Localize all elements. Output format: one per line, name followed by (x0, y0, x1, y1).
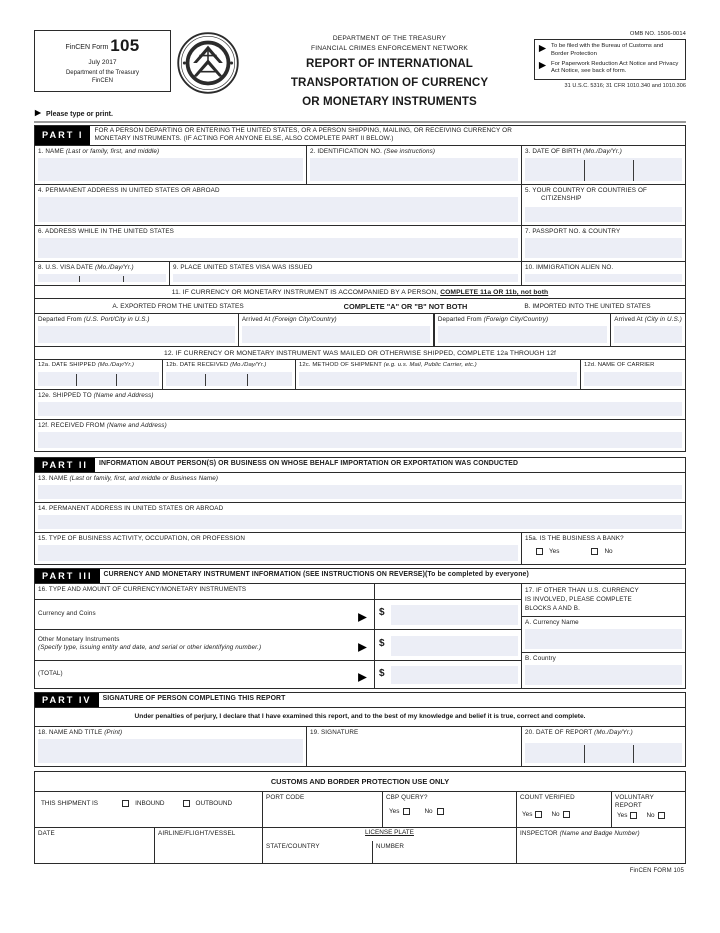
row-other-monetary-instruments[interactable] (35, 630, 375, 661)
field-5-label-line-1: 5. YOUR COUNTRY OR COUNTRIES OF (525, 186, 647, 194)
treasury-line-1: DEPARTMENT OF THE TREASURY (332, 35, 447, 42)
field-13-input[interactable] (38, 485, 682, 499)
field-8-visa-date[interactable] (35, 262, 170, 286)
field-8-date-dividers (35, 274, 169, 284)
field-12a-hint: (Mo./Day/Yr.) (97, 361, 135, 368)
row-total-amount[interactable] (375, 661, 522, 689)
field-20-label: 20. DATE OF REPORT (525, 728, 593, 736)
field-5-input[interactable] (525, 207, 682, 222)
field-18-name-and-title[interactable] (35, 727, 307, 767)
form-title-block (245, 30, 534, 110)
field-12b-hint: (Mo./Day/Yr.) (230, 361, 267, 368)
row-currency-and-coins[interactable] (35, 600, 375, 630)
cbp-inspector[interactable] (517, 828, 686, 864)
field-20-hint: (Mo./Day/Yr.) (594, 728, 633, 736)
part3-table (34, 583, 686, 689)
field-11b-departed-foreign[interactable] (435, 314, 611, 347)
field-12e-hint: (Name and Address) (93, 391, 154, 399)
field-13-label: 13. NAME (38, 474, 68, 482)
part3-header (34, 568, 686, 583)
field-7-input[interactable] (525, 238, 682, 258)
part1-table (34, 145, 686, 452)
field-14-permanent-address[interactable] (35, 503, 686, 533)
cbp-query[interactable] (383, 792, 517, 828)
cbp-query-yes-checkbox[interactable] (403, 808, 410, 815)
field-11-emphasis: COMPLETE 11a OR 11b, not both (440, 288, 549, 296)
field-12-text: 12. IF CURRENCY OR MONETARY INSTRUMENT WAS MAILED OR OTHERWISE SHIPPED, COMPLETE 12a THROUGH 12f (164, 349, 556, 357)
cbp-title: CUSTOMS AND BORDER PROTECTION USE ONLY (270, 776, 450, 786)
cbp-query-yes-label: Yes (389, 807, 400, 815)
form-date: July 2017 (88, 59, 117, 67)
field-17b-input[interactable] (525, 665, 682, 685)
dollar-sign-total: $ (379, 667, 385, 679)
part3-tag: PART III (35, 569, 100, 583)
title-line-3: OR MONETARY INSTRUMENTS (302, 95, 477, 109)
form-sheet (34, 30, 686, 900)
band-imported-label: B. IMPORTED INTO THE UNITED STATES (524, 302, 651, 310)
field-8-label: 8. U.S. VISA DATE (38, 263, 94, 271)
field-1-name[interactable] (35, 146, 307, 185)
field-1-input[interactable] (38, 158, 303, 181)
field-5-citizenship[interactable] (522, 185, 686, 226)
cbp-query-no-label: No (424, 807, 433, 815)
cbp-voluntary-yes-label: Yes (617, 812, 628, 819)
field-3-hint: (Mo./Day/Yr.) (583, 147, 622, 155)
field-14-label: 14. PERMANENT ADDRESS IN UNITED STATES OR ABROAD (38, 504, 224, 512)
field-2-identification-no[interactable] (307, 146, 522, 185)
field-19-input[interactable] (310, 739, 518, 763)
field-13-hint: (Last or family, first, and middle or Business Name) (69, 474, 219, 482)
field-15a-no-label: No (604, 547, 613, 555)
cbp-inbound-label: INBOUND (135, 799, 165, 807)
field-11a-departed-from-us[interactable] (35, 314, 239, 347)
field-11a-arrived-hint: (Foreign City/Country) (272, 315, 337, 323)
field-17b-label: B. Country (525, 654, 556, 662)
field-11b-arrived-label: Arrived At (614, 315, 643, 323)
field-12e-input[interactable] (38, 402, 682, 416)
cbp-shipment-label: THIS SHIPMENT IS (41, 799, 99, 807)
field-11a-arrived-foreign[interactable] (239, 314, 435, 347)
field-12c-input[interactable] (299, 372, 577, 386)
triangle-pointer-icon (357, 670, 368, 688)
field-12b-date-received[interactable] (163, 360, 296, 390)
cbp-number-label: NUMBER (376, 842, 405, 850)
type-or-print-label: Please type or print. (46, 110, 113, 118)
row-currency-amount[interactable] (375, 600, 522, 630)
field-11b-arrived-hint: (City in U.S.) (644, 315, 682, 323)
cbp-state-country[interactable] (263, 841, 373, 864)
field-9-visa-place[interactable] (170, 262, 522, 286)
cbp-outbound-label: OUTBOUND (195, 799, 233, 807)
cbp-port-code[interactable] (263, 792, 383, 828)
part2-table (34, 472, 686, 565)
field-14-input[interactable] (38, 515, 682, 529)
field-12f-received-from[interactable] (35, 420, 686, 452)
field-9-label: 9. PLACE UNITED STATES VISA WAS ISSUED (173, 263, 313, 271)
field-17-line-3: BLOCKS A AND B. (525, 604, 580, 612)
export-import-band (35, 299, 686, 314)
field-12c-method-of-shipment[interactable] (296, 360, 581, 390)
cbp-voluntary-line-2: REPORT (615, 801, 642, 809)
field-11a-departed-label: Departed From (38, 315, 82, 323)
cbp-airline-label: AIRLINE/FLIGHT/VESSEL (158, 829, 236, 837)
cbp-query-no-checkbox[interactable] (437, 808, 444, 815)
field-7-passport[interactable] (522, 226, 686, 262)
type-or-print-instruction (34, 109, 686, 119)
field-6-address-while-in-us[interactable] (35, 226, 522, 262)
field-12e-label: 12e. SHIPPED TO (38, 391, 92, 399)
field-19-label: 19. SIGNATURE (310, 728, 359, 736)
field-12f-input[interactable] (38, 432, 682, 448)
row-currency-amount-input[interactable] (391, 605, 518, 625)
field-10-input[interactable] (525, 274, 682, 282)
cbp-count-verified[interactable] (517, 792, 612, 828)
field-8-hint: (Mo./Day/Yr.) (95, 263, 134, 271)
triangle-bullet-icon (34, 109, 46, 119)
field-12a-date-shipped[interactable] (35, 360, 163, 390)
dept-line-1: Department of the Treasury (65, 70, 140, 77)
title-line-1: REPORT OF INTERNATIONAL (306, 57, 473, 71)
field-17a-input[interactable] (525, 629, 682, 649)
fincen-seal-icon (171, 30, 245, 94)
row-total-amount-input[interactable] (391, 666, 518, 684)
field-6-label: 6. ADDRESS WHILE IN THE UNITED STATES (38, 227, 174, 235)
form-header (34, 30, 686, 108)
field-10-label: 10. IMMIGRATION ALIEN NO. (525, 263, 614, 271)
field-12f-hint: (Name and Address) (106, 421, 167, 429)
part2-header (34, 457, 686, 472)
field-12d-label: 12d. NAME OF CARRIER (584, 361, 655, 368)
field-4-label: 4. PERMANENT ADDRESS IN UNITED STATES OR ABROAD (38, 186, 220, 194)
cbp-count-yes-label: Yes (522, 810, 533, 818)
part4-header (34, 692, 686, 707)
field-15-business-activity[interactable] (35, 533, 522, 565)
field-12c-label: 12c. METHOD OF SHIPMENT (299, 361, 382, 368)
form-footer: FinCEN FORM 105 (629, 867, 684, 874)
omb-number: OMB NO. 1506-0014 (629, 31, 686, 37)
perjury-text: Under penalties of perjury, I declare that I have examined this report, and to the best of my knowledge and belief it is true, correct and complete. (134, 712, 586, 720)
triangle-pointer-icon (357, 640, 368, 658)
field-12-banner (35, 347, 686, 360)
field-11b-departed-input[interactable] (438, 326, 607, 343)
header-divider (34, 121, 686, 123)
field-13-name[interactable] (35, 473, 686, 503)
cbp-voluntary-report[interactable] (612, 792, 686, 828)
filing-notice-1: To be filed with the Bureau of Customs and Border Protection (551, 43, 664, 57)
field-11-text: 11. IF CURRENCY OR MONETARY INSTRUMENT IS ACCOMPANIED BY A PERSON, (171, 288, 439, 296)
field-9-input[interactable] (173, 274, 518, 282)
field-7-label: 7. PASSPORT NO. & COUNTRY (525, 227, 621, 235)
field-12b-label: 12b. DATE RECEIVED (166, 361, 229, 368)
field-5-label-line-2: CITIZENSHIP (541, 194, 582, 202)
field-3-label: 3. DATE OF BIRTH (525, 147, 582, 155)
field-15a-yes-checkbox[interactable] (536, 548, 543, 555)
field-4-permanent-address[interactable] (35, 185, 522, 226)
treasury-line-2: FINANCIAL CRIMES ENFORCEMENT NETWORK (310, 44, 469, 52)
field-18-hint: (Print) (104, 728, 123, 736)
field-11b-departed-label: Departed From (437, 315, 482, 323)
field-2-input[interactable] (310, 158, 518, 181)
part4-table (34, 707, 686, 767)
field-12c-hint: (e.g. u.s. Mail, Public Carrier, etc.) (383, 361, 477, 368)
part1-desc-line-2: MONETARY INSTRUMENTS. (IF ACTING FOR ANYONE ELSE, ALSO COMPLETE PART II BELOW.) (94, 135, 394, 143)
field-11-banner (35, 286, 686, 299)
field-12a-date-dividers (35, 372, 162, 388)
triangle-bullet-icon (538, 61, 547, 74)
dept-line-2: FinCEN (91, 78, 113, 84)
cbp-query-label: CBP QUERY? (386, 793, 428, 801)
field-17-instruction (522, 584, 686, 617)
cbp-date-label: DATE (38, 829, 55, 837)
field-11a-arrived-label: Arrived At (241, 315, 271, 323)
row-other-label-line-2: (Specify type, issuing entity and date, and serial or other identifying number.) (38, 643, 262, 651)
form-number: 105 (110, 36, 140, 56)
field-18-label: 18. NAME AND TITLE (38, 728, 103, 736)
cbp-plate-number[interactable] (373, 841, 517, 864)
cbp-inspector-label: INSPECTOR (520, 829, 558, 837)
field-12a-label: 12a. DATE SHIPPED (38, 361, 96, 368)
field-19-signature[interactable] (307, 727, 522, 767)
cbp-voluntary-no-label: No (646, 812, 655, 819)
title-line-2: TRANSPORTATION OF CURRENCY (290, 76, 489, 90)
cbp-title-row (35, 772, 686, 792)
cbp-shipment-direction[interactable] (35, 792, 263, 828)
field-1-label: 1. NAME (38, 147, 65, 155)
part2-tag: PART II (35, 458, 95, 472)
field-12d-input[interactable] (584, 372, 682, 386)
cfr-citation: 31 U.S.C. 5316; 31 CFR 1010.340 and 1010.306 (564, 83, 686, 90)
field-12b-date-dividers (163, 372, 295, 388)
cbp-license-plate-label: LICENSE PLATE (365, 828, 414, 836)
field-20-date-of-report[interactable] (522, 727, 686, 767)
triangle-bullet-icon (538, 44, 547, 57)
field-1-hint: (Last or family, first, and middle) (65, 147, 160, 155)
triangle-pointer-icon (357, 610, 368, 628)
field-11a-departed-hint: (U.S. Port/City in U.S.) (83, 315, 150, 323)
part1-desc-line-1: FOR A PERSON DEPARTING OR ENTERING THE UNITED STATES, OR A PERSON SHIPPING, MAILING, OR RECEIVING CURRENCY OR (94, 127, 512, 134)
row-other-amount[interactable] (375, 630, 522, 661)
part4-desc: SIGNATURE OF PERSON COMPLETING THIS REPORT (102, 695, 286, 703)
field-15a-yes-label: Yes (549, 547, 560, 555)
cbp-count-verified-label: COUNT VERIFIED (520, 793, 575, 801)
cbp-license-plate-header (263, 828, 517, 841)
cbp-inspector-hint: (Name and Badge Number) (559, 829, 640, 837)
field-17b-country[interactable] (522, 653, 686, 689)
cbp-count-no-label: No (551, 810, 560, 818)
field-17-line-1: 17. IF OTHER THAN U.S. CURRENCY (525, 586, 639, 594)
cbp-state-country-label: STATE/COUNTRY (266, 842, 320, 850)
dollar-sign-currency: $ (379, 606, 385, 618)
filing-notice-box (534, 39, 686, 80)
row-other-amount-input[interactable] (391, 636, 518, 656)
field-15a-no-checkbox[interactable] (591, 548, 598, 555)
perjury-statement (35, 708, 686, 727)
field-12e-shipped-to[interactable] (35, 390, 686, 420)
cbp-count-yes-checkbox[interactable] (535, 811, 542, 818)
field-11a-departed-input[interactable] (38, 326, 235, 343)
cbp-table (34, 771, 686, 864)
part3-desc: CURRENCY AND MONETARY INSTRUMENT INFORMATION (SEE INSTRUCTIONS ON REVERSE)(To be completed by everyone) (103, 571, 529, 579)
field-3-date-dividers (522, 158, 685, 183)
cbp-inbound-checkbox[interactable] (122, 800, 129, 807)
row-currency-label: Currency and Coins (38, 609, 96, 617)
field-18-input[interactable] (38, 739, 303, 763)
field-15-input[interactable] (38, 545, 518, 561)
field-15a-label: 15a. IS THE BUSINESS A BANK? (525, 534, 624, 542)
field-17a-currency-name[interactable] (522, 617, 686, 653)
cbp-voluntary-no-checkbox[interactable] (658, 812, 665, 819)
field-11b-arrived-us[interactable] (611, 314, 686, 347)
field-2-label: 2. IDENTIFICATION NO. (310, 147, 383, 155)
field-4-input[interactable] (38, 197, 518, 222)
field-10-alien-no[interactable] (522, 262, 686, 286)
cbp-date[interactable] (35, 828, 155, 864)
field-16-header (35, 584, 375, 600)
cbp-voluntary-line-1: VOLUNTARY (615, 793, 654, 801)
part2-desc: INFORMATION ABOUT PERSON(S) OR BUSINESS ON WHOSE BEHALF IMPORTATION OR EXPORTATION WAS CONDUCTED (99, 460, 519, 468)
row-total[interactable] (35, 661, 375, 689)
part1-tag: PART I (35, 126, 90, 145)
field-15a-is-business-a-bank[interactable] (522, 533, 686, 565)
band-complete-a-or-b: COMPLETE "A" OR "B" NOT BOTH (343, 301, 468, 311)
field-15-label: 15. TYPE OF BUSINESS ACTIVITY, OCCUPATION, OR PROFESSION (38, 534, 246, 542)
dollar-sign-other: $ (379, 637, 385, 649)
cbp-port-code-label: PORT CODE (266, 793, 305, 801)
field-2-hint: (See instructions) (383, 147, 436, 155)
cbp-voluntary-yes-checkbox[interactable] (630, 812, 637, 819)
field-11a-arrived-input[interactable] (242, 326, 430, 343)
cbp-airline-flight-vessel[interactable] (155, 828, 263, 864)
cbp-outbound-checkbox[interactable] (183, 800, 190, 807)
field-3-date-of-birth[interactable] (522, 146, 686, 185)
field-12d-name-of-carrier[interactable] (581, 360, 686, 390)
field-20-date-dividers (522, 743, 685, 765)
form-identity-box (34, 30, 171, 92)
band-exported-label: A. EXPORTED FROM THE UNITED STATES (112, 302, 244, 310)
field-16-label: 16. TYPE AND AMOUNT OF CURRENCY/MONETARY INSTRUMENTS (38, 585, 247, 593)
field-17-line-2: IS INVOLVED, PLEASE COMPLETE (525, 595, 632, 603)
field-11b-departed-hint: (Foreign City/Country) (483, 315, 549, 323)
filing-notice-2: For Paperwork Reduction Act Notice and Privacy Act Notice, see back of form. (551, 60, 679, 75)
field-16-amount-header-spacer (375, 584, 522, 600)
part4-tag: PART IV (35, 693, 99, 707)
row-other-label-line-1: Other Monetary Instruments (38, 635, 120, 643)
field-12f-label: 12f. RECEIVED FROM (38, 421, 105, 429)
cbp-count-no-checkbox[interactable] (563, 811, 570, 818)
field-6-input[interactable] (38, 238, 518, 258)
omb-block (534, 30, 686, 89)
form-agency-label: FinCEN Form (65, 44, 109, 52)
part1-header (34, 125, 686, 145)
field-11b-arrived-input[interactable] (614, 326, 682, 343)
field-17a-label: A. Currency Name (525, 618, 579, 626)
row-total-label: (TOTAL) (38, 669, 63, 677)
